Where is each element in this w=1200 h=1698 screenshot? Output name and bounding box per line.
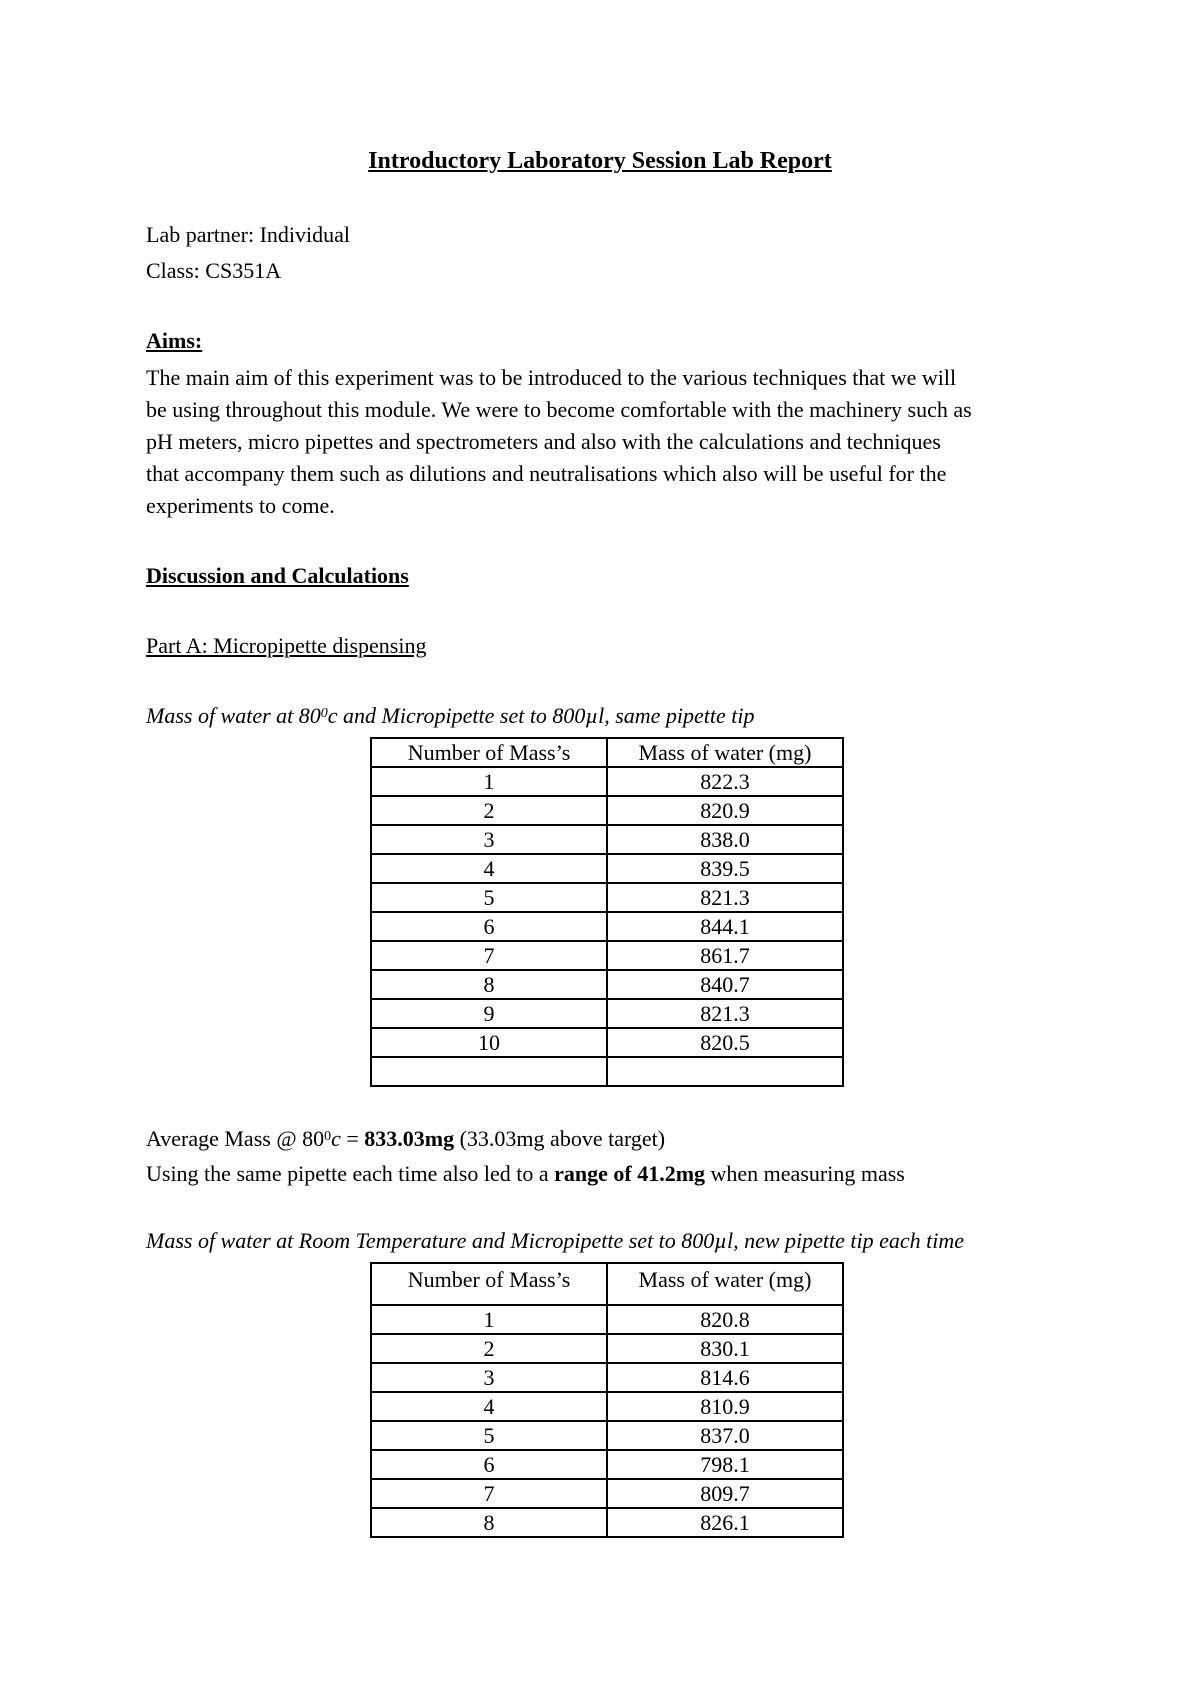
table-row — [371, 912, 843, 941]
aims-line: The main aim of this experiment was to be introduced to the various techniques that we will — [146, 365, 957, 390]
table-cell: 838.0 — [607, 825, 843, 854]
aims-line: that accompany them such as dilutions and neutralisations which also will be useful for the — [146, 461, 947, 486]
unit-text: c — [331, 1126, 341, 1151]
table-cell: 5 — [371, 1421, 607, 1450]
table-cell: 5 — [371, 883, 607, 912]
table-row — [371, 1028, 843, 1057]
table-cell: 2 — [371, 796, 607, 825]
table-cell: 809.7 — [607, 1479, 843, 1508]
table-cell: 814.6 — [607, 1363, 843, 1392]
table-cell: 2 — [371, 1334, 607, 1363]
table-cell — [607, 1057, 843, 1086]
table-cell: 3 — [371, 1363, 607, 1392]
caption-text: Mass of water at 80 — [146, 703, 321, 728]
table2-caption: Mass of water at Room Temperature and Micropipette set to 800µl, new pipette tip each time — [146, 1228, 965, 1253]
range-text: when measuring mass — [705, 1161, 905, 1186]
column-header: Mass of water (mg) — [607, 1263, 843, 1305]
table-row — [371, 970, 843, 999]
average-note: (33.03mg above target) — [454, 1126, 666, 1151]
part-a-heading: Part A: Micropipette dispensing — [146, 633, 427, 658]
table-cell: 821.3 — [607, 999, 843, 1028]
table-cell: 1 — [371, 767, 607, 796]
discussion-heading: Discussion and Calculations — [146, 563, 409, 588]
average-value: 833.03mg — [364, 1126, 455, 1151]
table-cell: 8 — [371, 970, 607, 999]
lab-partner-line: Lab partner: Individual — [146, 222, 351, 247]
table-cell: 837.0 — [607, 1421, 843, 1450]
table-row — [371, 1508, 843, 1537]
table-cell — [371, 1057, 607, 1086]
aims-line: pH meters, micro pipettes and spectrometers and also with the calculations and techniques — [146, 429, 941, 454]
range-value: range of 41.2mg — [554, 1161, 706, 1186]
table-cell: 810.9 — [607, 1392, 843, 1421]
table-cell: 6 — [371, 912, 607, 941]
table-row — [371, 999, 843, 1028]
superscript: 0 — [320, 706, 328, 721]
table-cell: 861.7 — [607, 941, 843, 970]
aims-line: experiments to come. — [146, 493, 335, 518]
table-header-row — [371, 1263, 843, 1305]
aims-heading: Aims: — [146, 328, 203, 353]
table-row — [371, 1334, 843, 1363]
table-cell: 1 — [371, 1305, 607, 1334]
table-row — [371, 1450, 843, 1479]
table-cell: 839.5 — [607, 854, 843, 883]
table-cell: 8 — [371, 1508, 607, 1537]
table-row — [371, 1057, 843, 1086]
page-title: Introductory Laboratory Session Lab Report — [368, 148, 832, 174]
table-row — [371, 1363, 843, 1392]
table-row — [371, 1392, 843, 1421]
table-cell: 840.7 — [607, 970, 843, 999]
table-row — [371, 767, 843, 796]
table-row — [371, 796, 843, 825]
table-cell: 826.1 — [607, 1508, 843, 1537]
table-cell: 822.3 — [607, 767, 843, 796]
superscript: 0 — [324, 1129, 332, 1144]
table-header-row — [371, 738, 843, 767]
table-cell: 4 — [371, 854, 607, 883]
table-cell: 7 — [371, 941, 607, 970]
mass-table-same-tip — [370, 737, 844, 1087]
caption-text: c and Micropipette set to 800µl, same pipette tip — [327, 703, 755, 728]
column-header: Number of Mass’s — [371, 738, 607, 767]
range-text: Using the same pipette each time also led to a — [146, 1161, 555, 1186]
table-cell: 820.9 — [607, 796, 843, 825]
table-cell: 10 — [371, 1028, 607, 1057]
table-cell: 798.1 — [607, 1450, 843, 1479]
table1-caption — [146, 703, 755, 729]
table-cell: 820.8 — [607, 1305, 843, 1334]
column-header: Number of Mass’s — [371, 1263, 607, 1305]
table-cell: 830.1 — [607, 1334, 843, 1363]
table-cell: 6 — [371, 1450, 607, 1479]
table-cell: 9 — [371, 999, 607, 1028]
class-line: Class: CS351A — [146, 258, 282, 283]
aims-line: be using throughout this module. We were to become comfortable with the machinery such as — [146, 397, 972, 422]
table-row — [371, 854, 843, 883]
average-mass-line — [146, 1126, 665, 1152]
table-cell: 844.1 — [607, 912, 843, 941]
column-header: Mass of water (mg) — [607, 738, 843, 767]
table-row — [371, 941, 843, 970]
average-label: Average Mass @ 80 — [146, 1126, 325, 1151]
equals-sign: = — [340, 1126, 365, 1151]
table-row — [371, 883, 843, 912]
table-cell: 3 — [371, 825, 607, 854]
table-row — [371, 825, 843, 854]
table-row — [371, 1305, 843, 1334]
aims-paragraph — [146, 362, 972, 522]
table-cell: 7 — [371, 1479, 607, 1508]
range-line — [146, 1161, 905, 1187]
table-cell: 4 — [371, 1392, 607, 1421]
table-row — [371, 1421, 843, 1450]
table-cell: 821.3 — [607, 883, 843, 912]
table-row — [371, 1479, 843, 1508]
mass-table-new-tip — [370, 1262, 844, 1538]
table-cell: 820.5 — [607, 1028, 843, 1057]
